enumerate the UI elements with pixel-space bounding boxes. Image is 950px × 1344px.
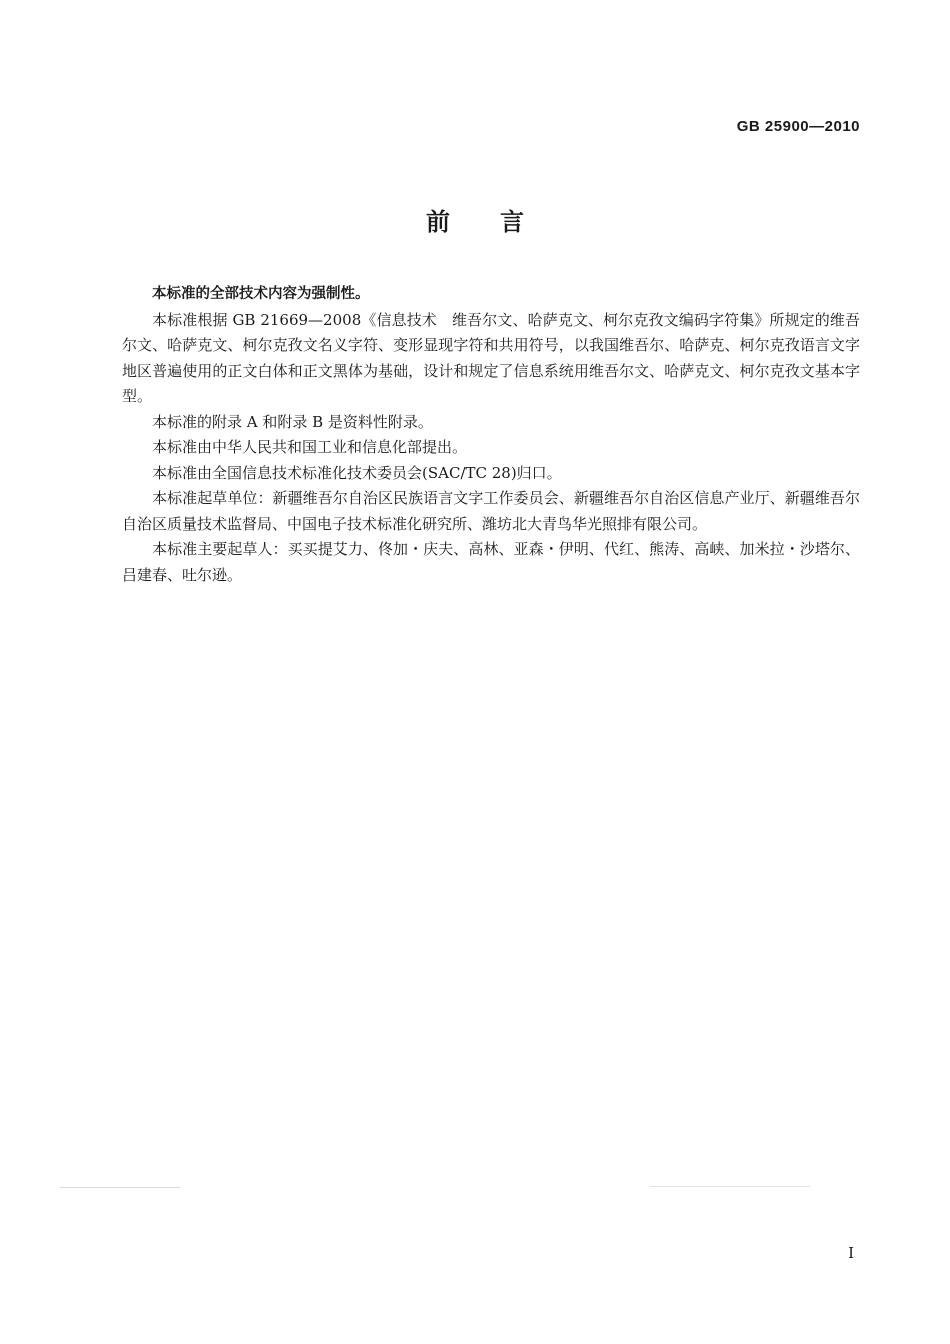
standard-number: GB 25900—2010 — [736, 118, 860, 135]
page-title: 前言 — [426, 208, 574, 236]
scan-artifact-line — [60, 1187, 180, 1188]
paragraph-drafters: 本标准主要起草人：买买提艾力、佟加・庆夫、高林、亚森・伊明、代红、熊涛、高峡、加米拉・沙塔尔、吕建春、吐尔逊。 — [122, 540, 860, 584]
paragraph-proposer: 本标准由中华人民共和国工业和信息化部提出。 — [152, 438, 468, 456]
paragraph-drafting-units: 本标准起草单位：新疆维吾尔自治区民族语言文字工作委员会、新疆维吾尔自治区信息产业厅、新疆维吾尔自治区质量技术监督局、中国电子技术标准化研究所、潍坊北大青鸟华光照排有限公司。 — [122, 489, 860, 533]
paragraph-administrator: 本标准由全国信息技术标准化技术委员会(SAC/TC 28)归口。 — [152, 463, 562, 482]
paragraph-basis: 本标准根据 GB 21669—2008《信息技术 维吾尔文、哈萨克文、柯尔克孜文编码字符集》所规定的维吾尔文、哈萨克文、柯尔克孜文名义字符、变形显现字符和共用符号，以我国维吾尔、哈萨克、柯尔克孜语言文字地区普遍使用的正文白体和正文黑体为基础，设计和规定了信息系统用维吾尔文、哈萨克文、柯尔克孜文基本字型。 — [122, 310, 860, 405]
paragraph-mandatory: 本标准的全部技术内容为强制性。 — [152, 286, 370, 302]
scan-artifact-line — [650, 1186, 810, 1187]
page-number: I — [848, 1244, 854, 1262]
foreword-body — [122, 282, 860, 588]
paragraph-appendix: 本标准的附录 A 和附录 B 是资料性附录。 — [152, 412, 433, 431]
